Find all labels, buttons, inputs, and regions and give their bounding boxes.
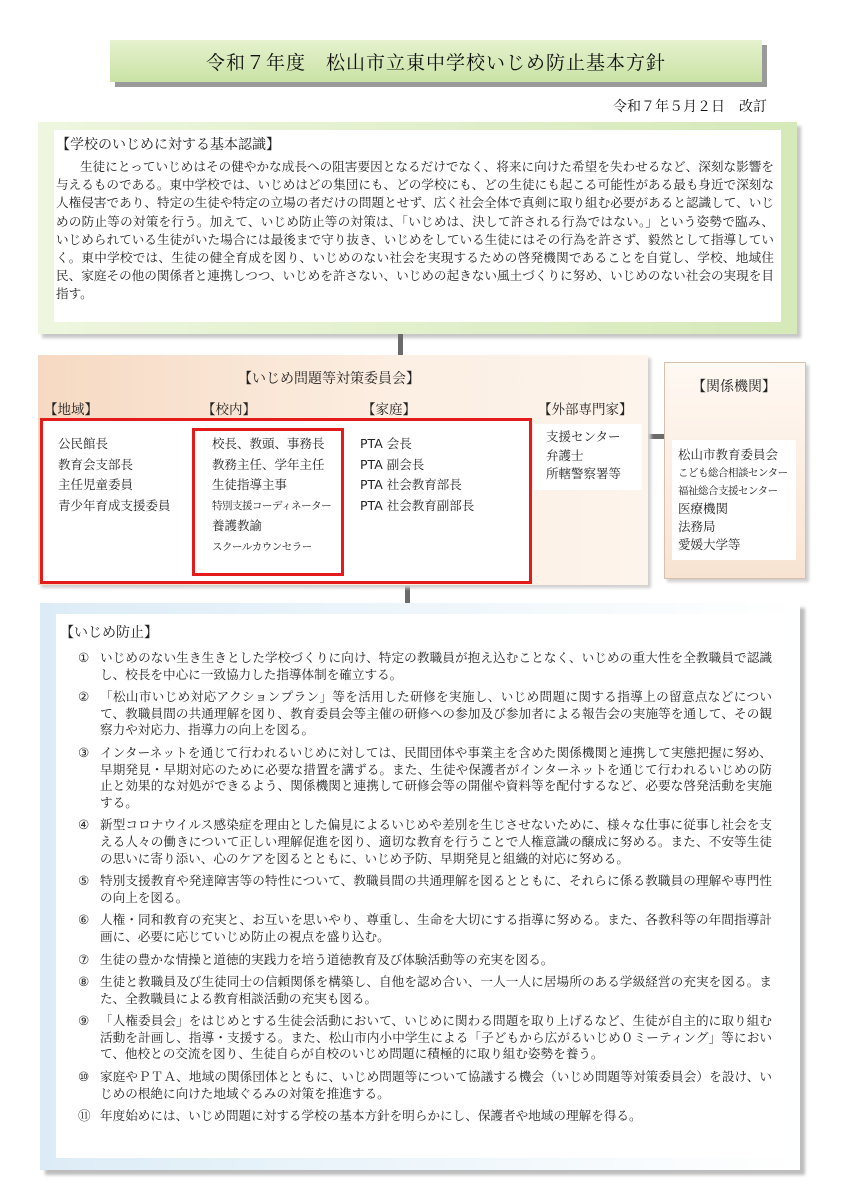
item-text: 年度始めには、いじめ問題に対する学校の基本方針を明らかにし、保護者や地域の理解を得る。	[100, 1108, 642, 1124]
item-text: 新型コロナウイルス感染症を理由とした偏見によるいじめや差別を生じさせないために、様々な仕事に従事し社会を支える人々の働きについて正しい理解促進を図り、適切な教育を行うことで人権意識の醸成に努める。また、不安等生徒の思いに寄り添い、心のケアを図るとともに、いじめ予防、早期発見と組織的対応に努める。	[100, 817, 772, 866]
external-member: 所轄警察署等	[546, 466, 622, 481]
item-text: いじめのない生き生きとした学校づくりに向け、特定の教職員が抱え込むことなく、いじめの重大性を全教職員で認識し、校長を中心に一致協力した指導体制を確立する。	[100, 650, 772, 682]
item-text: 「人権委員会」をはじめとする生徒会活動において、いじめに関わる問題を取り上げるなど、生徒が自主的に取り組む活動を計画し、指導・支援する。また、松山市内小中学生による「子どもから広がるいじめ０ミーティング」等において、他校との交流を図り、生徒自らが自校のいじめ問題に積極的に取り組む姿勢を養う。	[100, 1013, 772, 1062]
item-number: ⑧	[78, 974, 90, 990]
item-number: ①	[78, 650, 90, 665]
community-member: 青少年育成支援委員	[58, 497, 171, 513]
connector-line-bottom	[405, 585, 410, 605]
school-member: 教務主任、学年主任	[212, 456, 325, 472]
related-organizations-title: 【関係機関】	[692, 379, 776, 395]
item-text: 家庭やＰＴＡ、地域の関係団体とともに、いじめ問題等について協議する機会（いじめ問題等対策委員会）を設け、いじめの根絶に向けた地域ぐるみの対策を推進する。	[100, 1069, 772, 1101]
external-members	[546, 428, 621, 484]
school-member: スクールカウンセラー	[212, 540, 312, 553]
item-number: ⑦	[78, 951, 90, 967]
prevention-item	[74, 1069, 772, 1102]
basic-recognition-heading: 【学校のいじめに対する基本認識】	[56, 137, 280, 153]
prevention-item	[74, 689, 772, 739]
item-number: ⑪	[78, 1108, 91, 1124]
prevention-item	[74, 745, 772, 811]
school-member: 校長、教頭、事務長	[212, 436, 325, 451]
item-number: ④	[78, 817, 90, 833]
connector-line-related	[648, 434, 664, 439]
column-heading-school: 【校内】	[202, 402, 256, 418]
item-number: ②	[78, 689, 90, 705]
prevention-item	[74, 974, 772, 1007]
related-member: 愛媛大学等	[678, 537, 741, 552]
prevention-item	[74, 912, 772, 945]
related-member: 医療機関	[678, 501, 729, 516]
prevention-heading: 【いじめ防止】	[60, 625, 158, 641]
family-members	[360, 434, 474, 516]
external-member: 弁護士	[546, 447, 584, 463]
community-members	[58, 434, 171, 516]
item-number: ③	[78, 744, 90, 760]
family-member: PTA 社会教育副部長	[360, 497, 475, 513]
prevention-item	[74, 873, 772, 906]
item-text: 生徒の豊かな情操と道徳的実践力を培う道徳教育及び体験活動等の充実を図る。	[100, 951, 554, 967]
family-member: PTA 社会教育部長	[360, 477, 462, 492]
prevention-item	[74, 650, 772, 683]
related-member: こども総合相談センター	[678, 467, 788, 479]
prevention-item	[74, 1108, 772, 1125]
school-member: 生徒指導主事	[212, 477, 288, 492]
item-text: インターネットを通じて行われるいじめに対しては、民間団体や事業主を含めた関係機関と連携して実態把握に努め、早期発見・早期対応のために必要な措置を講ずる。また、生徒や保護者がインターネットを通じて行われるいじめの防止と効果的な対処ができるよう、関係機関と連携して研修会等の開催や資料等を配付するなど、必要な啓発活動を実施する。	[100, 744, 772, 810]
external-member: 支援センター	[546, 429, 621, 444]
column-heading-community: 【地域】	[44, 402, 98, 418]
prevention-item	[74, 1013, 772, 1063]
item-number: ⑤	[78, 873, 90, 889]
prevention-list	[74, 650, 772, 1131]
community-member: 主任児童委員	[58, 477, 134, 492]
school-member: 特別支援コーディネーター	[212, 499, 332, 512]
item-number: ⑩	[78, 1069, 90, 1085]
school-members	[212, 434, 331, 557]
column-heading-external: 【外部専門家】	[538, 402, 633, 418]
community-member: 公民館長	[58, 436, 109, 451]
item-number: ⑨	[78, 1013, 90, 1029]
item-text: 特別支援教育や発達障害等の特性について、教職員間の共通理解を図るとともに、それらに係る教職員の理解や専門性の向上を図る。	[100, 873, 772, 905]
school-member: 養護教諭	[212, 518, 263, 533]
committee-title: 【いじめ問題等対策委員会】	[238, 371, 420, 387]
connector-line-top	[398, 334, 403, 356]
related-member: 福祉総合支援センター	[678, 485, 778, 497]
related-members	[678, 446, 788, 554]
column-heading-family: 【家庭】	[362, 402, 416, 418]
community-member: 教育会支部長	[58, 456, 134, 472]
item-text: 生徒と教職員及び生徒同士の信頼関係を構築し、自他を認め合い、一人一人に居場所のある学級経営の充実を図る。また、全教職員による教育相談活動の充実も図る。	[100, 974, 773, 1006]
prevention-item	[74, 817, 772, 867]
related-member: 法務局	[678, 519, 716, 534]
basic-recognition-body: 生徒にとっていじめはその健やかな成長への阻害要因となるだけでなく、将来に向けた希望を失わせるなど、深刻な影響を与えるものである。東中学校では、いじめはどの集団にも、どの学校にも、どの生徒にも起こる可能性がある最も身近で深刻な人権侵害であり、特定の生徒や特定の立場の者だけの問題とせず、広く社会全体で真剣に取り組む必要があると認識して、いじめの防止等の対策を行う。加えて、いじめ防止等の対策は、「いじめは、決して許される行為ではない。」という姿勢で臨み、いじめられている生徒がいた場合には最後まで守り抜き、いじめをしている生徒にはその行為を許さず、毅然として指導していく。東中学校では、生徒の健全育成を図り、いじめのない社会を実現するための啓発機関であることを自覚し、学校、地域住民、家庭その他の関係者と連携しつつ、いじめを許さない、いじめの起きない風土づくりに努め、いじめのない社会の実現を目指す。	[56, 159, 775, 302]
item-text: 人権・同和教育の充実と、お互いを思いやり、尊重し、生命を大切にする指導に努める。また、各教科等の年間指導計画に、必要に応じていじめ防止の視点を盛り込む。	[100, 912, 772, 944]
item-number: ⑥	[78, 912, 90, 928]
revision-date: 令和７年５月２日 改訂	[613, 99, 767, 115]
family-member: PTA 会長	[360, 436, 412, 451]
page-title	[110, 40, 762, 82]
related-member: 松山市教育委員会	[678, 447, 779, 462]
family-member: PTA 副会長	[360, 456, 425, 472]
page-title-text: 令和７年度 松山市立東中学校いじめ防止基本方針	[205, 51, 666, 74]
prevention-item	[74, 952, 772, 969]
item-text: 「松山市いじめ対応アクションプラン」等を活用した研修を実施し、いじめ問題に関する指導上の留意点などについて、教職員間の共通理解を図り、教育委員会等主催の研修への参加及び参加者による報告会の実施等を通して、その観察力や対応力、指導力の向上を図る。	[100, 689, 772, 738]
